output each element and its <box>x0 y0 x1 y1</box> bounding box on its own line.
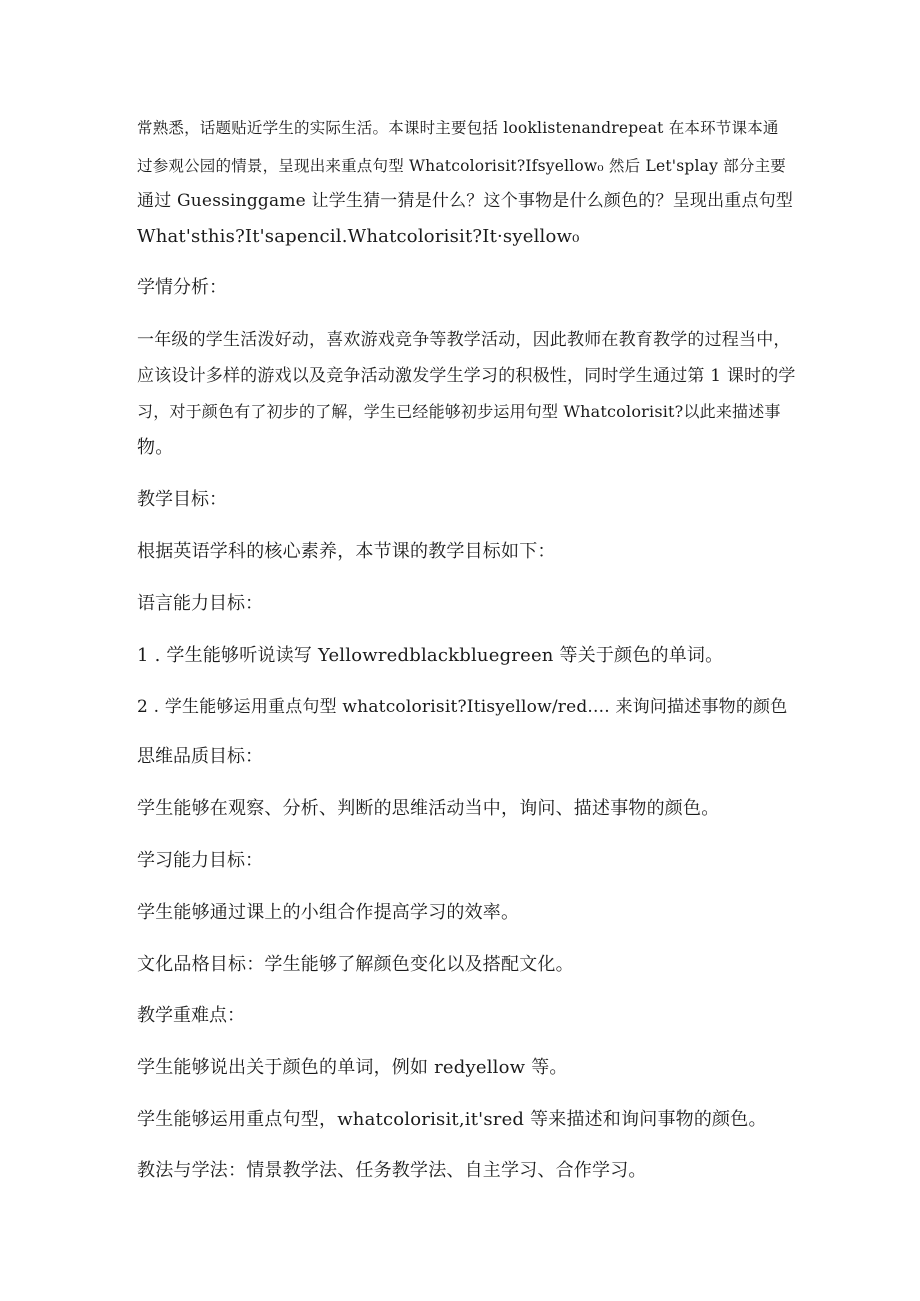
analysis-line-1: 一年级的学生活泼好动，喜欢游戏竞争等教学活动，因此教师在教育教学的过程当中， <box>137 330 791 350</box>
key-point-item-1: 学生能够说出关于颜色的单词，例如 redyellow 等。 <box>137 1057 568 1078</box>
language-objective-item-1: 1 . 学生能够听说读写 Yellowredblackbluegreen 等关于颜色的单词。 <box>137 645 724 666</box>
learning-objective-heading: 学习能力目标： <box>137 850 263 871</box>
thinking-objective-heading: 思维品质目标： <box>137 746 263 767</box>
analysis-line-3: 习，对于颜色有了初步的了解，学生已经能够初步运用句型 Whatcolorisit?以此来描述事 <box>137 402 781 421</box>
thinking-objective-text: 学生能够在观察、分析、判断的思维活动当中，询问、描述事物的颜色。 <box>137 798 720 819</box>
intro-line-2: 过参观公园的情景，呈现出来重点句型 Whatcolorisit?Ifsyellow₀ 然后 Let'splay 部分主要 <box>137 157 786 175</box>
analysis-line-4: 物。 <box>137 437 174 458</box>
analysis-heading: 学情分析： <box>137 277 227 298</box>
analysis-line-2: 应该设计多样的游戏以及竞争活动激发学生学习的积极性，同时学生通过第 1 课时的学 <box>137 366 796 386</box>
intro-line-4: What'sthis?It'sapencil.Whatcolorisit?It·syellow₀ <box>137 226 580 247</box>
language-objective-item-2: 2 . 学生能够运用重点句型 whatcolorisit?Itisyellow/red.... 来询问描述事物的颜色 <box>137 697 788 717</box>
intro-line-3: 通过 Guessinggame 让学生猜一猜是什么？这个事物是什么颜色的？呈现出重点句型 <box>137 191 794 211</box>
objectives-intro: 根据英语学科的核心素养，本节课的教学目标如下： <box>137 541 556 562</box>
learning-objective-text: 学生能够通过课上的小组合作提高学习的效率。 <box>137 902 520 923</box>
language-objective-heading: 语言能力目标： <box>137 593 263 614</box>
methods-text: 教法与学法：情景教学法、任务教学法、自主学习、合作学习。 <box>137 1160 647 1181</box>
objectives-heading: 教学目标： <box>137 489 227 510</box>
intro-line-1: 常熟悉，话题贴近学生的实际生活。本课时主要包括 looklistenandrepeat 在本环节课本通 <box>137 119 779 137</box>
key-points-heading: 教学重难点： <box>137 1005 245 1026</box>
key-point-item-2: 学生能够运用重点句型，whatcolorisit,it'sred 等来描述和询问事物的颜色。 <box>137 1109 767 1130</box>
culture-objective-text: 文化品格目标：学生能够了解颜色变化以及搭配文化。 <box>137 954 574 975</box>
